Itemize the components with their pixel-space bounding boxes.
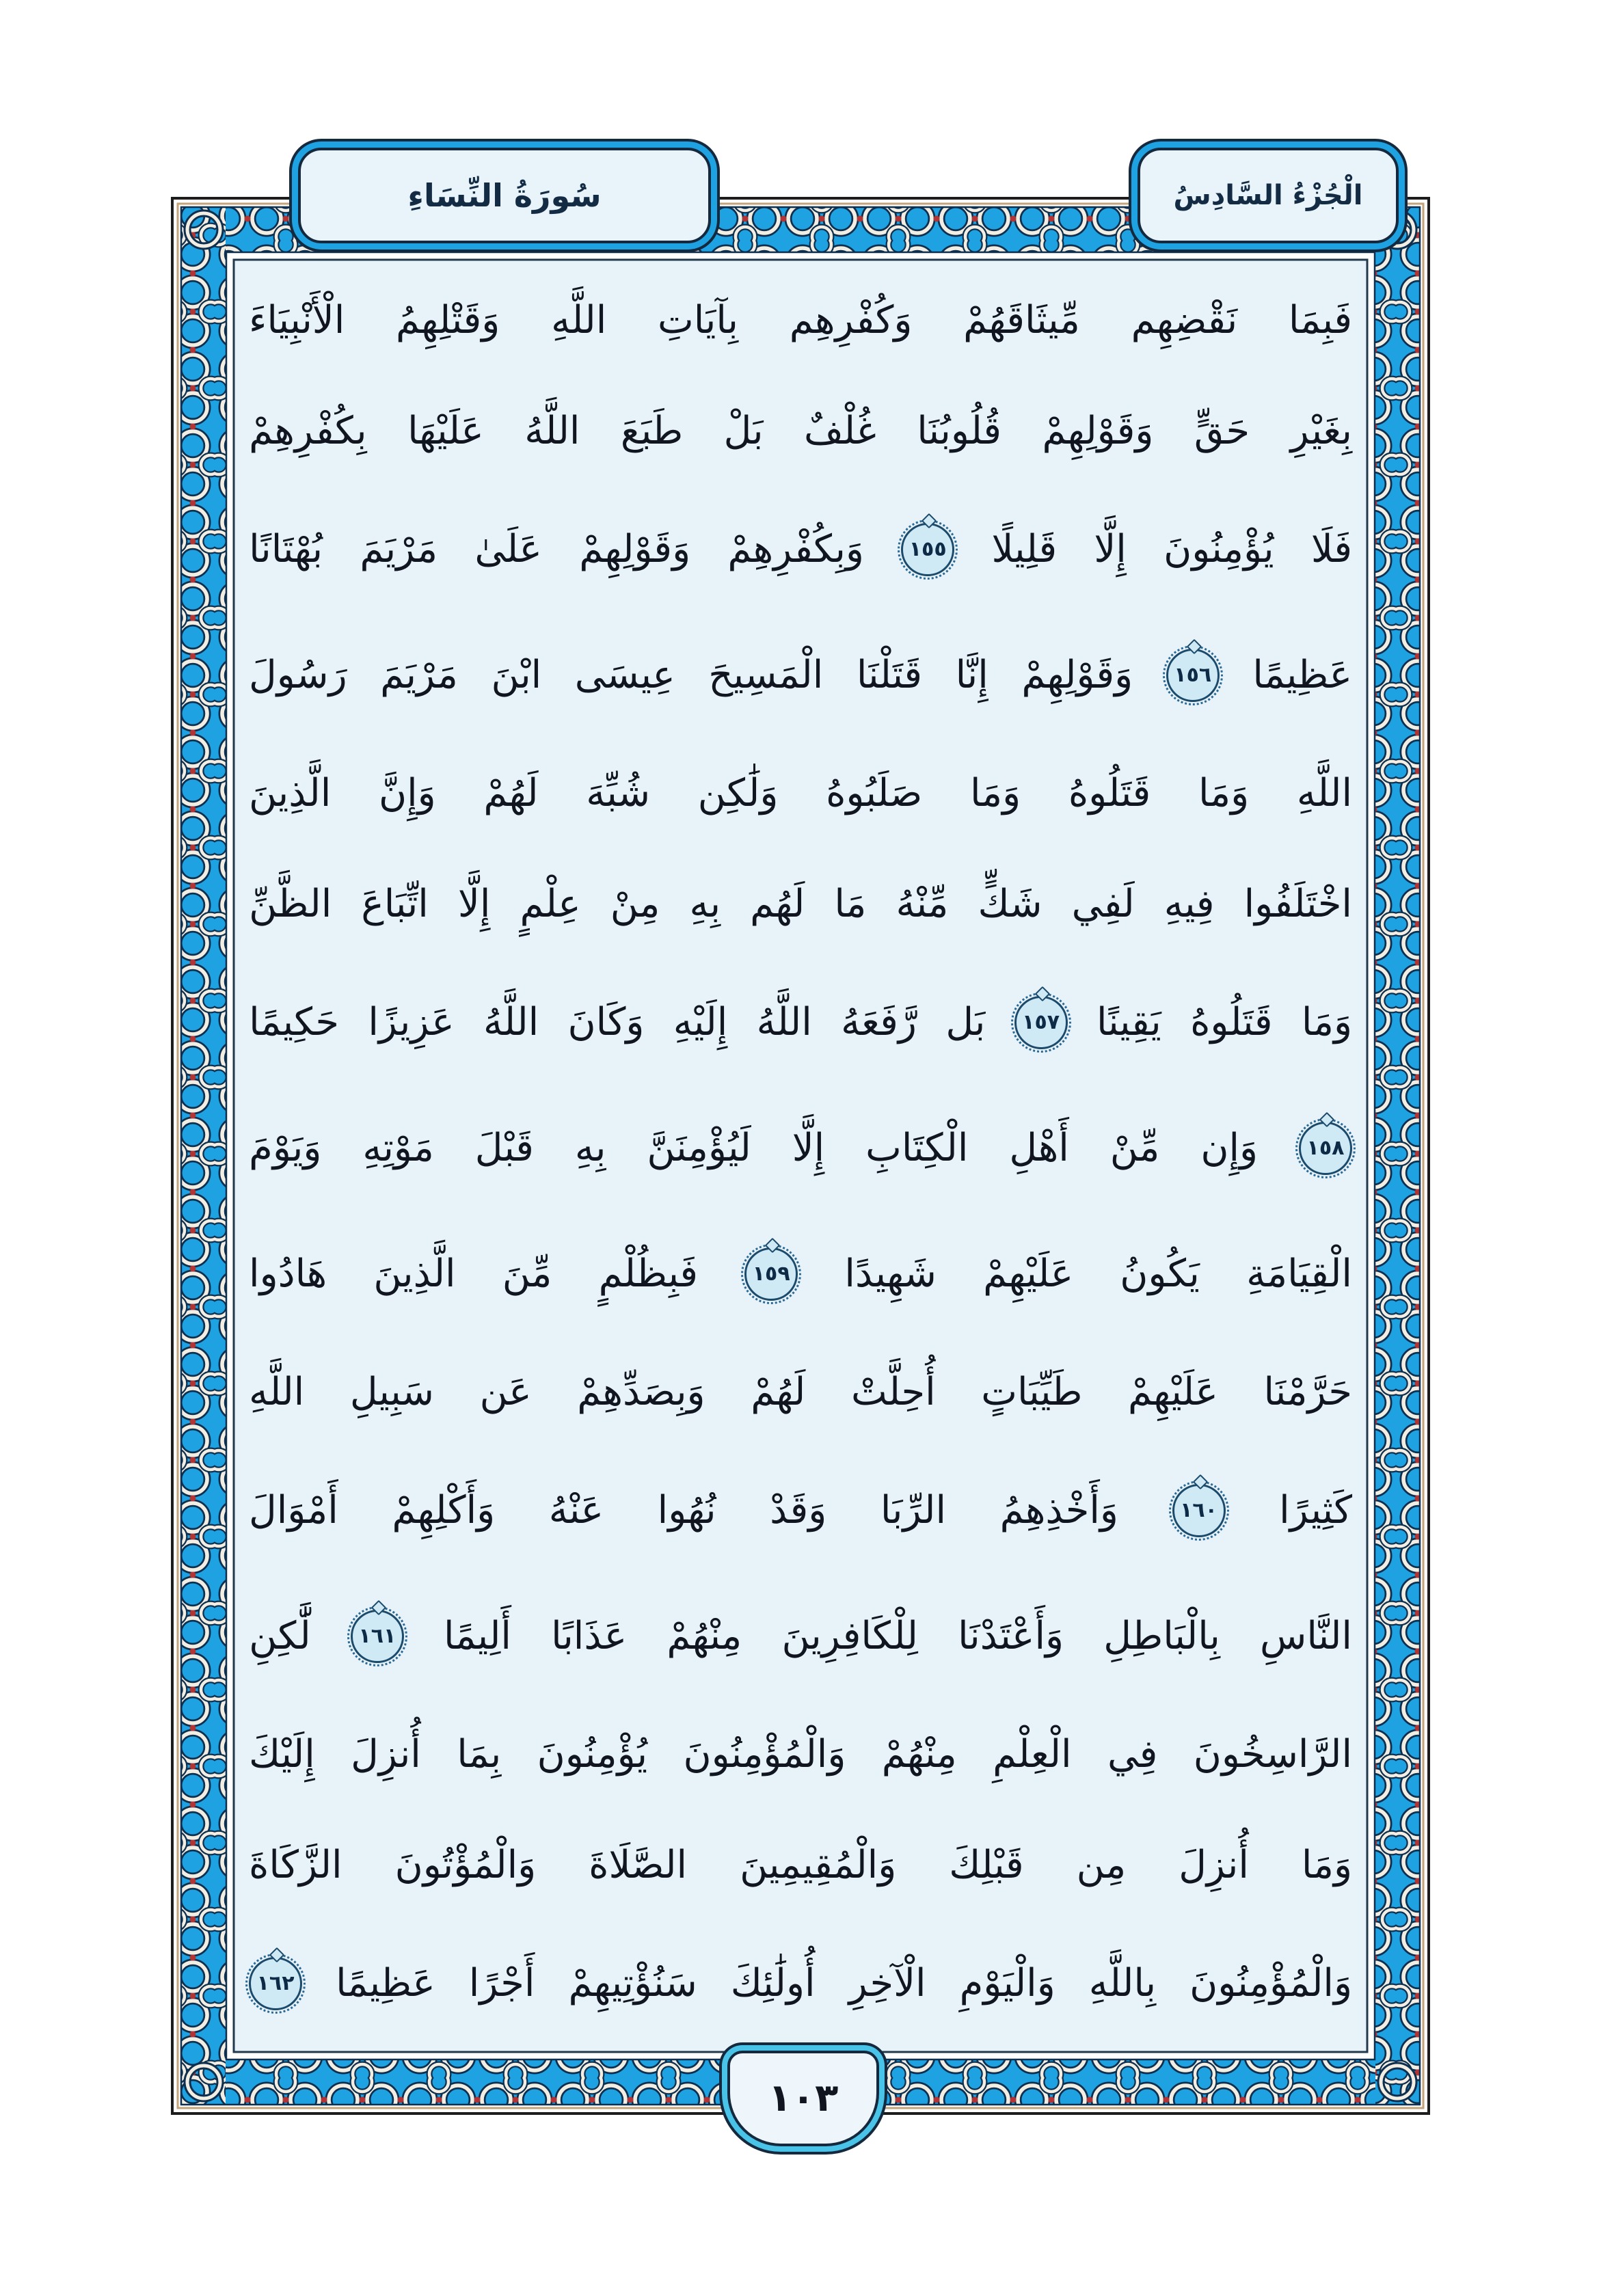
ayah-word: اللَّهُ	[756, 1000, 812, 1044]
ayah-word: وَمَا	[1301, 1000, 1352, 1044]
ayah-word: وَالْمُؤْمِنُونَ	[1189, 1961, 1352, 2005]
ayah-word: كَثِيرًا	[1279, 1488, 1352, 1532]
quran-line	[234, 996, 1367, 1049]
ayah-word: نُهُوا	[657, 1488, 716, 1532]
ayah-word: بِهِ	[574, 1126, 606, 1170]
ayah-word: اللَّهُ	[524, 409, 580, 453]
ayah-word: قُلُوبُنَا	[917, 409, 1002, 453]
quran-line	[234, 298, 1367, 342]
surah-title: سُورَةُ النِّسَاءِ	[407, 177, 602, 214]
ayah-word: لَهُمْ	[483, 771, 539, 815]
ayah-word: يُؤْمِنُونَ	[1163, 527, 1274, 571]
verse-number: ١٥٧	[1022, 1010, 1060, 1034]
ayah-word: لَّٰكِنِ	[249, 1614, 311, 1658]
ayah-word: وَمَا	[1198, 771, 1250, 815]
ayah-word: يَكُونُ	[1120, 1252, 1200, 1296]
ayah-word: عَظِيمًا	[336, 1961, 435, 2005]
ayah-word: مِّنْ	[1109, 1126, 1160, 1170]
ayah-word: عَلَيْهَا	[407, 409, 484, 453]
ayah-word: الزَّكَاةَ	[249, 1843, 342, 1887]
ayah-word: أَهْلِ	[1009, 1126, 1069, 1170]
ayah-word: أُنزِلَ	[351, 1732, 421, 1777]
page-number: ١٠٣	[768, 2076, 839, 2120]
verse-number: ١٥٩	[752, 1262, 790, 1286]
ayah-word: بُهْتَانًا	[249, 527, 323, 571]
ayah-word: وَمَا	[1301, 1843, 1352, 1887]
ayah-word: الَّذِينَ	[373, 1252, 456, 1296]
ayah-word: الْقِيَامَةِ	[1246, 1252, 1352, 1296]
ayah-word: يُؤْمِنُونَ	[537, 1732, 648, 1777]
ayah-word: النَّاسِ	[1260, 1614, 1352, 1658]
ayah-word: إِلَّا	[792, 1126, 825, 1170]
ayah-word: قَتَلُوهُ	[1068, 771, 1151, 815]
quran-line	[234, 1957, 1367, 2010]
ayah-word: بِآيَاتِ	[657, 298, 738, 342]
verse-number: ١٥٦	[1174, 663, 1212, 687]
ayah-word: وَأَعْتَدْنَا	[958, 1614, 1064, 1658]
ayah-word: وَالْيَوْمِ	[959, 1961, 1055, 2005]
ayah-word: وَإِنَّ	[378, 771, 436, 815]
ayah-word: إِنَّا	[955, 653, 988, 697]
quran-line	[234, 1843, 1367, 1887]
ayah-word: غُلْفٌ	[804, 409, 876, 453]
quran-line	[234, 1484, 1367, 1537]
verse-marker	[901, 523, 954, 576]
quran-line	[234, 1370, 1367, 1414]
ayah-word: طَبَعَ	[620, 409, 684, 453]
ayah-word: لَيُؤْمِنَنَّ	[647, 1126, 751, 1170]
surah-header-cartouche	[298, 148, 711, 243]
ayah-word: قَبْلِكَ	[949, 1843, 1024, 1887]
verse-marker	[351, 1610, 404, 1663]
ayah-word: الرَّاسِخُونَ	[1193, 1732, 1352, 1777]
ayah-word: بِاللَّهِ	[1088, 1961, 1157, 2005]
verse-number: ١٦٢	[256, 1971, 295, 1995]
quran-line	[234, 1732, 1367, 1777]
ayah-word: مِّنْهُ	[896, 882, 949, 926]
ayah-word: وَقَوْلِهِمْ	[1021, 653, 1133, 697]
verse-number: ١٦٠	[1180, 1498, 1217, 1522]
ayah-word: وَقَوْلِهِمْ	[579, 527, 691, 571]
ayah-word: وَلَٰكِن	[697, 771, 779, 815]
verse-marker	[744, 1247, 798, 1301]
ayah-word: عِيسَى	[574, 653, 675, 697]
ayah-word: إِلَّا	[1094, 527, 1127, 571]
ayah-word: قَتَلُوهُ	[1190, 1000, 1273, 1044]
ayah-word: عَلَيْهِمْ	[1127, 1370, 1218, 1414]
verse-marker	[1172, 1484, 1226, 1537]
ayah-word: ابْنَ	[491, 653, 542, 697]
quran-line	[234, 882, 1367, 926]
ayah-word: مَوْتِهِ	[362, 1126, 434, 1170]
ayah-word: وَإِن	[1200, 1126, 1259, 1170]
ayah-word: الْأَنْبِيَاءَ	[249, 298, 345, 342]
ayah-word: يَقِينًا	[1096, 1000, 1161, 1044]
ayah-word: بَل	[945, 1000, 986, 1044]
ayah-word: الْآخِرِ	[848, 1961, 926, 2005]
ayah-word: سَبِيلِ	[349, 1370, 434, 1414]
ayah-word: فِي	[1107, 1732, 1158, 1777]
ayah-word: وَبِكُفْرِهِمْ	[727, 527, 864, 571]
ayah-word: رَّفَعَهُ	[841, 1000, 917, 1044]
ayah-word: أَلِيمًا	[444, 1614, 511, 1658]
ayah-word: مِنْهُمْ	[881, 1732, 957, 1777]
ayah-word: فَبِمَا	[1288, 298, 1352, 342]
ayah-word: الَّذِينَ	[249, 771, 332, 815]
ayah-word: أَجْرًا	[468, 1961, 535, 2005]
quran-line	[234, 649, 1367, 702]
ayah-word: مَرْيَمَ	[380, 653, 458, 697]
ayah-word: عَن	[479, 1370, 532, 1414]
quran-line	[234, 409, 1367, 453]
quran-line	[234, 771, 1367, 815]
page-number-cartouche	[727, 2051, 879, 2146]
ayah-word: وَيَوْمَ	[249, 1126, 322, 1170]
ayah-word: أُنزِلَ	[1179, 1843, 1249, 1887]
ayah-word: بِمَا	[457, 1732, 502, 1777]
ayah-word: حَرَّمْنَا	[1263, 1370, 1352, 1414]
quran-line	[234, 1247, 1367, 1301]
ayah-word: الصَّلَاةَ	[589, 1843, 688, 1887]
ayah-word: اللَّهِ	[551, 298, 607, 342]
ayah-word: وَبِصَدِّهِمْ	[577, 1370, 705, 1414]
ayah-word: الْمَسِيحَ	[708, 653, 824, 697]
verse-number: ١٥٥	[909, 537, 947, 561]
ayah-word: الرِّبَا	[880, 1488, 947, 1532]
ayah-word: عِلْمٍ	[520, 882, 581, 926]
ayah-word: شَهِيدًا	[844, 1252, 937, 1296]
ayah-word: اللَّهِ	[249, 1370, 305, 1414]
ayah-word: رَسُولَ	[249, 653, 347, 697]
ayah-word: الظَّنِّ	[249, 882, 332, 926]
ayah-word: قَتَلْنَا	[856, 653, 923, 697]
ayah-word: بِهِ	[689, 882, 721, 926]
ayah-word: وَكَانَ	[567, 1000, 645, 1044]
ayah-word: وَأَخْذِهِمُ	[999, 1488, 1118, 1532]
ayah-word: وَالْمُؤْمِنُونَ	[683, 1732, 846, 1777]
ayah-word: الْكِتَابِ	[865, 1126, 969, 1170]
ayah-word: وَقَوْلِهِمْ	[1042, 409, 1154, 453]
ayah-word: مَرْيَمَ	[360, 527, 438, 571]
verse-marker	[1166, 649, 1220, 702]
ayah-word: بَلْ	[723, 409, 764, 453]
juz-title: الْجُزْءُ السَّادِسُ	[1173, 180, 1363, 211]
ayah-word: لَهُم	[750, 882, 805, 926]
ayah-word: شُبِّهَ	[586, 771, 651, 815]
ayah-word: نَقْضِهِم	[1131, 298, 1238, 342]
ayah-word: اتِّبَاعَ	[361, 882, 429, 926]
ayah-word: أُولَٰئِكَ	[730, 1961, 816, 2005]
ayah-word: عَنْهُ	[548, 1488, 604, 1532]
ayah-word: مِن	[1076, 1843, 1127, 1887]
juz-header-cartouche	[1138, 148, 1399, 243]
ayah-word: شَكٍّ	[978, 882, 1042, 926]
quran-line	[234, 523, 1367, 576]
ayah-word: وَالْمُقِيمِينَ	[740, 1843, 897, 1887]
ayah-word: فَبِظُلْمٍ	[598, 1252, 699, 1296]
ayah-word: عَزِيزًا	[368, 1000, 455, 1044]
ayah-word: هَادُوا	[249, 1252, 327, 1296]
ayah-word: اللَّهُ	[483, 1000, 539, 1044]
ayah-word: فَلَا	[1310, 527, 1352, 571]
ayah-word: اخْتَلَفُوا	[1243, 882, 1352, 926]
ayah-word: لَهُمْ	[751, 1370, 806, 1414]
ayah-word: مِنْ	[610, 882, 660, 926]
ayah-word: وَقَدْ	[770, 1488, 827, 1532]
verse-marker	[1014, 996, 1068, 1049]
ayah-word: أَمْوَالَ	[249, 1488, 338, 1532]
ayah-word: حَكِيمًا	[249, 1000, 339, 1044]
ayah-word: وَمَا	[970, 771, 1021, 815]
quran-line	[234, 1610, 1367, 1663]
verse-marker	[1299, 1122, 1352, 1175]
ayah-word: مِّيثَاقَهُمْ	[963, 298, 1080, 342]
ayah-word: عَظِيمًا	[1252, 653, 1352, 697]
ayah-word: سَنُؤْتِيهِمْ	[568, 1961, 697, 2005]
ayah-word: قَبْلَ	[474, 1126, 534, 1170]
verse-number: ١٥٨	[1306, 1136, 1345, 1160]
ayah-word: وَالْمُؤْتُونَ	[394, 1843, 537, 1887]
ayah-word: إِلَّا	[457, 882, 491, 926]
ayah-word: عَذَابًا	[551, 1614, 628, 1658]
ayah-word: قَلِيلًا	[991, 527, 1058, 571]
ayah-word: لَفِي	[1071, 882, 1135, 926]
quran-line	[234, 1122, 1367, 1175]
ayah-word: الْعِلْمِ	[993, 1732, 1072, 1777]
ayah-word: عَلَىٰ	[474, 527, 542, 571]
verse-number: ١٦١	[358, 1624, 396, 1648]
verse-marker	[249, 1957, 302, 2010]
ayah-word: اللَّهِ	[1296, 771, 1352, 815]
ayah-word: إِلَيْكَ	[249, 1732, 315, 1777]
ayah-word: بِكُفْرِهِمْ	[249, 409, 367, 453]
ayah-word: مَا	[834, 882, 867, 926]
ayah-word: أُحِلَّتْ	[850, 1370, 936, 1414]
ayah-word: بِغَيْرِ	[1290, 409, 1352, 453]
ayah-word: لِلْكَافِرِينَ	[781, 1614, 918, 1658]
ayah-word: وَقَتْلِهِمُ	[396, 298, 500, 342]
ayah-word: إِلَيْهِ	[673, 1000, 728, 1044]
ayah-word: وَأَكْلِهِمْ	[392, 1488, 496, 1532]
ayah-word: عَلَيْهِمْ	[983, 1252, 1074, 1296]
ayah-word: مِّنَ	[502, 1252, 552, 1296]
ayah-word: حَقٍّ	[1194, 409, 1250, 453]
ayah-word: فِيهِ	[1163, 882, 1215, 926]
quran-lines	[234, 260, 1367, 2052]
ayah-word: صَلَبُوهُ	[826, 771, 923, 815]
ayah-word: مِنْهُمْ	[667, 1614, 742, 1658]
ayah-word: بِالْبَاطِلِ	[1103, 1614, 1220, 1658]
ayah-word: طَيِّبَاتٍ	[981, 1370, 1083, 1414]
ayah-word: وَكُفْرِهِم	[789, 298, 913, 342]
